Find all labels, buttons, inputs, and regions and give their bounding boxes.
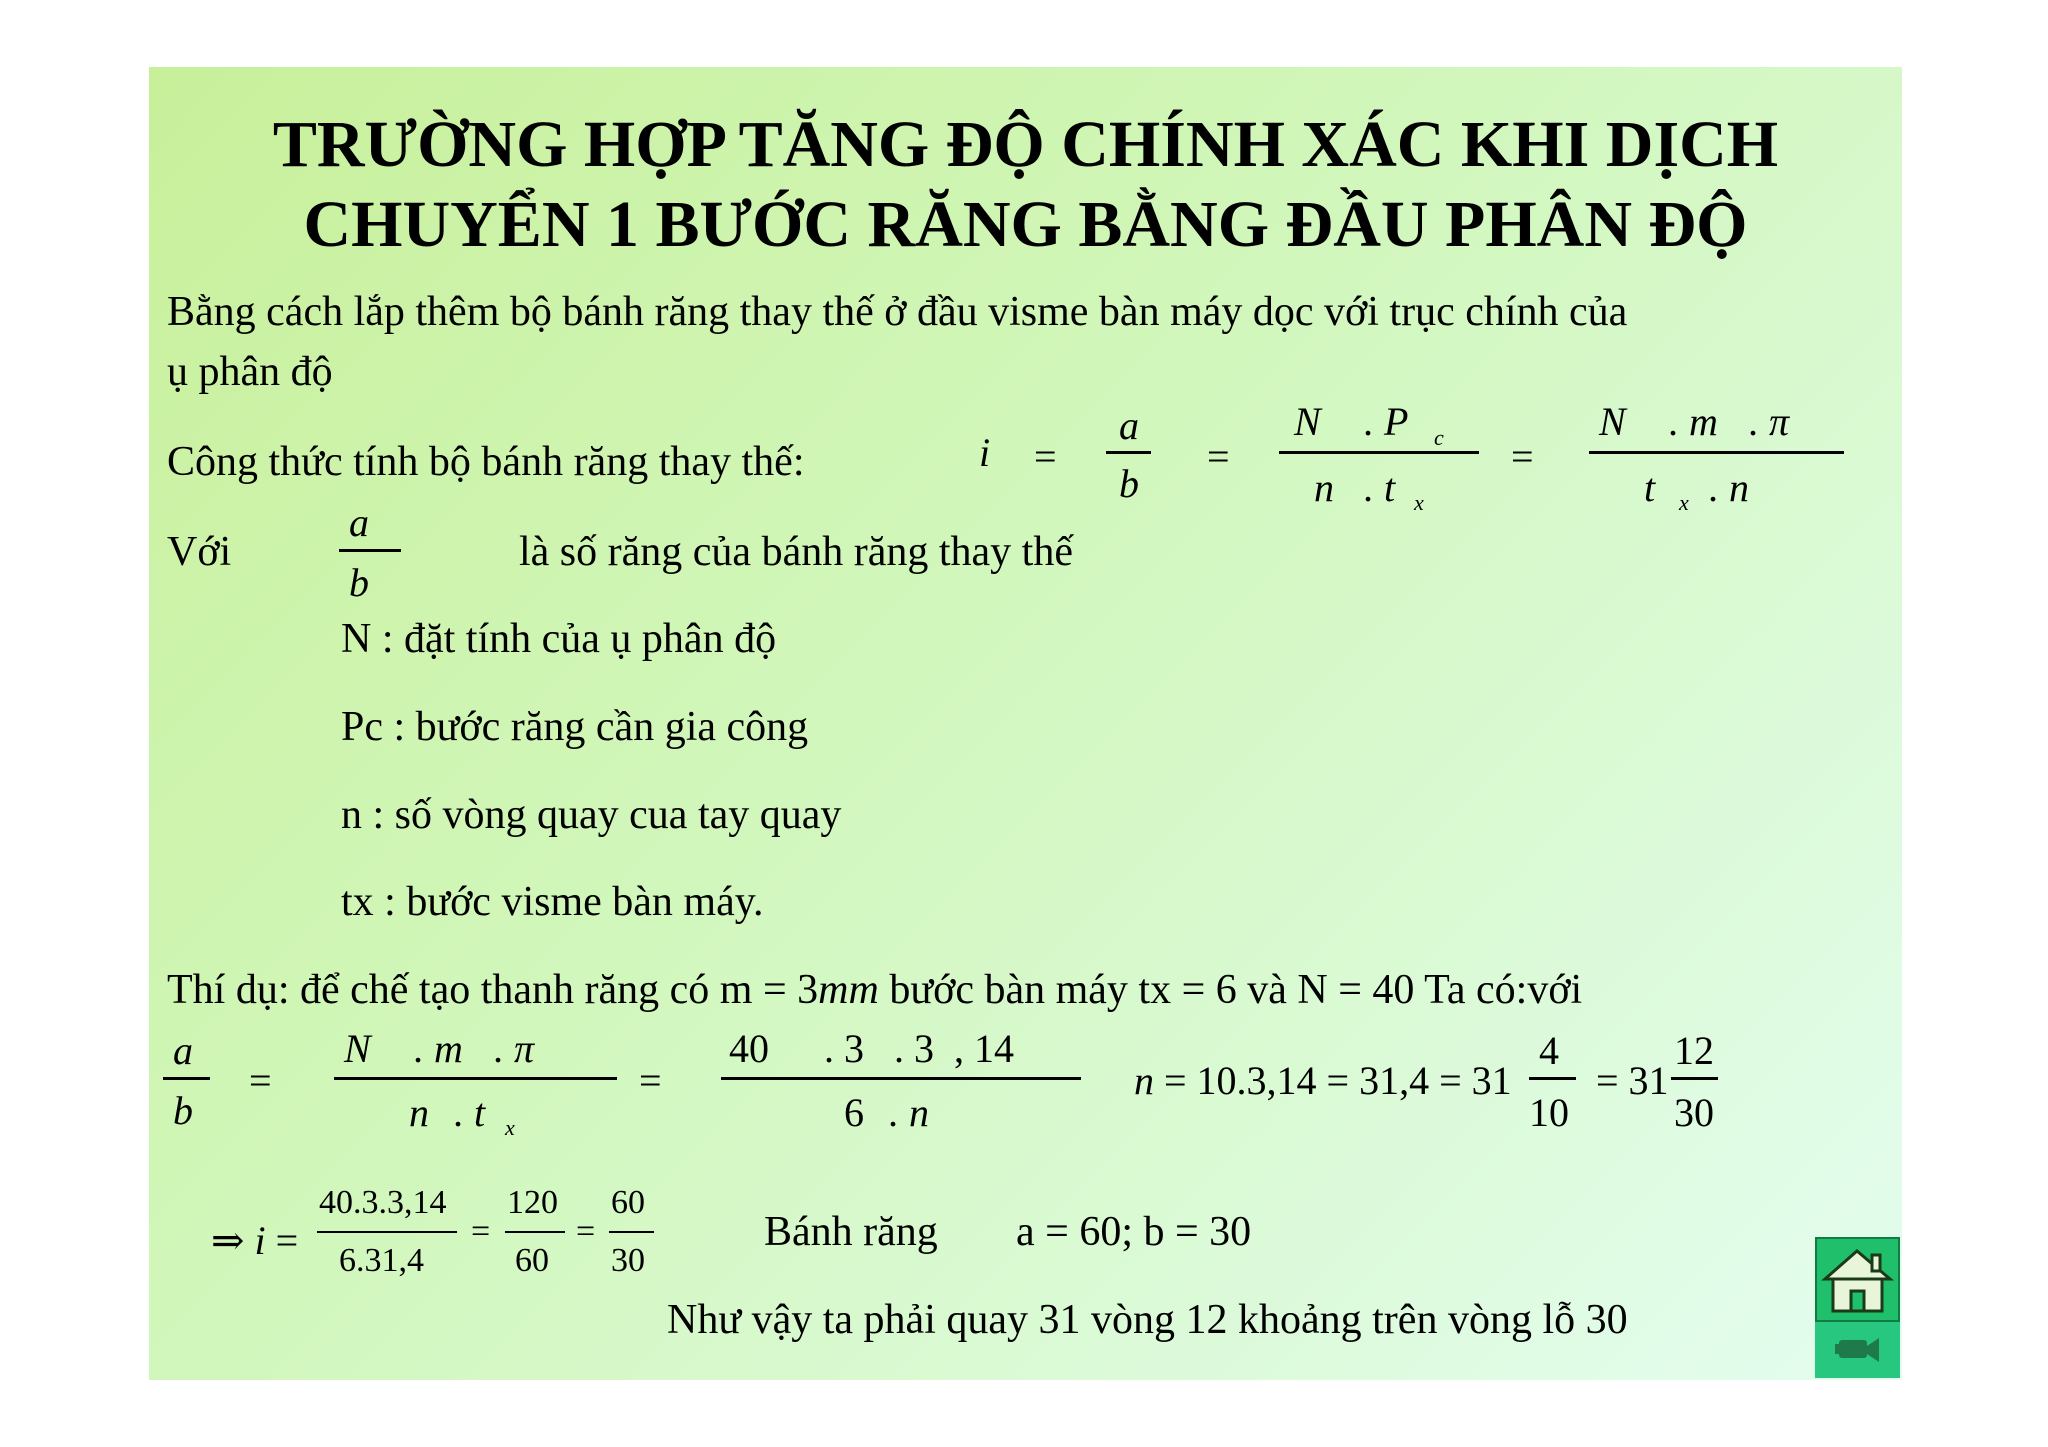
result-f3-num: 60 xyxy=(611,1184,645,1221)
def-tx: tx : bước visme bàn máy. xyxy=(341,879,764,925)
fraction-bar xyxy=(1279,451,1479,454)
result-f3-den: 30 xyxy=(611,1242,645,1279)
ab-description: là số răng của bánh răng thay thế xyxy=(519,529,1073,575)
conclusion: Như vậy ta phải quay 31 vòng 12 khoảng trên vòng lỗ 30 xyxy=(667,1297,1628,1343)
formula-t-2: t xyxy=(1644,465,1656,510)
def-n: n : số vòng quay cua tay quay xyxy=(341,792,842,838)
n-expression: n = 10.3,14 = 31,4 = 31 xyxy=(1134,1058,1512,1103)
def-Pc: Pc : bước răng cần gia công xyxy=(341,704,809,750)
result-eq-1: = xyxy=(471,1213,491,1250)
ex-dot3-a: . 3 xyxy=(824,1026,864,1071)
ex-dotn: . n xyxy=(889,1090,929,1135)
gear-label: Bánh răng xyxy=(764,1209,938,1255)
n-frac1-den: 10 xyxy=(1529,1090,1569,1135)
ex-N: N xyxy=(344,1026,371,1071)
formula-m: . m xyxy=(1669,399,1718,444)
formula-eq-1: = xyxy=(1034,434,1057,479)
n-frac1-num: 4 xyxy=(1539,1028,1559,1073)
formula-P: . P xyxy=(1364,399,1409,444)
ex-m: . m xyxy=(414,1026,463,1071)
defs-a: a xyxy=(349,500,369,545)
formula-eq-3: = xyxy=(1511,434,1534,479)
home-button[interactable] xyxy=(1815,1237,1900,1322)
formula-n-2: . n xyxy=(1709,465,1749,510)
fraction-bar xyxy=(334,1077,617,1080)
ex-n: n xyxy=(409,1090,429,1135)
ex-b: b xyxy=(173,1088,193,1133)
n-frac2-den: 30 xyxy=(1674,1090,1714,1135)
example-text-post: bước bàn máy tx = 6 và N = 40 Ta có:với xyxy=(878,967,1583,1013)
result-f1-den: 6.31,4 xyxy=(339,1242,424,1279)
ex-eq-1: = xyxy=(249,1058,272,1103)
gear-values: a = 60; b = 30 xyxy=(1016,1209,1252,1255)
ex-dot3-b: . 3 xyxy=(894,1026,934,1071)
result-f2-den: 60 xyxy=(515,1242,549,1279)
intro-line-1: Bằng cách lắp thêm bộ bánh răng thay thế ở đầu visme bàn máy dọc với trục chính của xyxy=(167,289,1628,335)
formula-c-sub: c xyxy=(1434,425,1444,450)
formula-t: . t xyxy=(1364,465,1396,510)
home-icon xyxy=(1817,1239,1898,1320)
fraction-bar xyxy=(163,1077,210,1080)
ex-pi: . π xyxy=(494,1026,535,1071)
n-frac2-num: 12 xyxy=(1674,1028,1714,1073)
formula-N: N xyxy=(1294,399,1321,444)
def-N: N : đặt tính của ụ phân độ xyxy=(341,616,777,662)
fraction-bar xyxy=(1671,1077,1718,1080)
ex-t: . t xyxy=(454,1090,486,1135)
formula-a: a xyxy=(1119,403,1139,448)
with-label: Với xyxy=(167,529,232,575)
fraction-bar xyxy=(721,1077,1081,1080)
fraction-bar xyxy=(505,1231,565,1233)
fraction-bar xyxy=(1529,1077,1576,1080)
n-eq-31: = 31 xyxy=(1596,1058,1669,1103)
formula-N-2: N xyxy=(1599,399,1626,444)
example-text-pre: Thí dụ: để chế tạo thanh răng có m = 3 xyxy=(167,967,819,1013)
defs-b: b xyxy=(349,560,369,605)
example-unit-mm: mm xyxy=(818,967,879,1013)
ex-c14: , 14 xyxy=(954,1026,1014,1071)
ex-num-40: 40 xyxy=(729,1026,769,1071)
result-f2-num: 120 xyxy=(507,1184,558,1221)
next-button[interactable] xyxy=(1815,1322,1900,1378)
fraction-bar xyxy=(1106,451,1151,454)
formula-n: n xyxy=(1314,465,1334,510)
slide xyxy=(149,67,1902,1380)
result-f1-num: 40.3.3,14 xyxy=(319,1184,447,1221)
formula-pi: . π xyxy=(1749,399,1790,444)
ex-den-6: 6 xyxy=(844,1090,864,1135)
formula-label: Công thức tính bộ bánh răng thay thế: xyxy=(167,439,805,485)
ex-eq-2: = xyxy=(639,1058,662,1103)
formula-b: b xyxy=(1119,461,1139,506)
formula-eq-2: = xyxy=(1207,434,1230,479)
ex-x-sub: x xyxy=(505,1115,515,1140)
result-arrow: ⇒ i = xyxy=(211,1218,299,1263)
video-camera-icon xyxy=(1815,1322,1900,1378)
intro-line-2: ụ phân độ xyxy=(167,349,333,395)
fraction-bar xyxy=(609,1231,654,1233)
fraction-bar xyxy=(339,549,401,552)
formula-x-sub: x xyxy=(1414,490,1424,515)
ex-a: a xyxy=(173,1028,193,1073)
formula-i: i xyxy=(979,430,991,475)
fraction-bar xyxy=(1589,451,1844,454)
fraction-bar xyxy=(317,1231,457,1233)
example-sentence xyxy=(167,965,1582,1015)
result-eq-2: = xyxy=(576,1213,596,1250)
slide-title-line-2: CHUYỂN 1 BƯỚC RĂNG BẰNG ĐẦU PHÂN ĐỘ xyxy=(303,188,1748,261)
slide-title-line-1: TRƯỜNG HỢP TĂNG ĐỘ CHÍNH XÁC KHI DỊCH xyxy=(272,108,1779,181)
formula-x-sub-2: x xyxy=(1679,490,1689,515)
